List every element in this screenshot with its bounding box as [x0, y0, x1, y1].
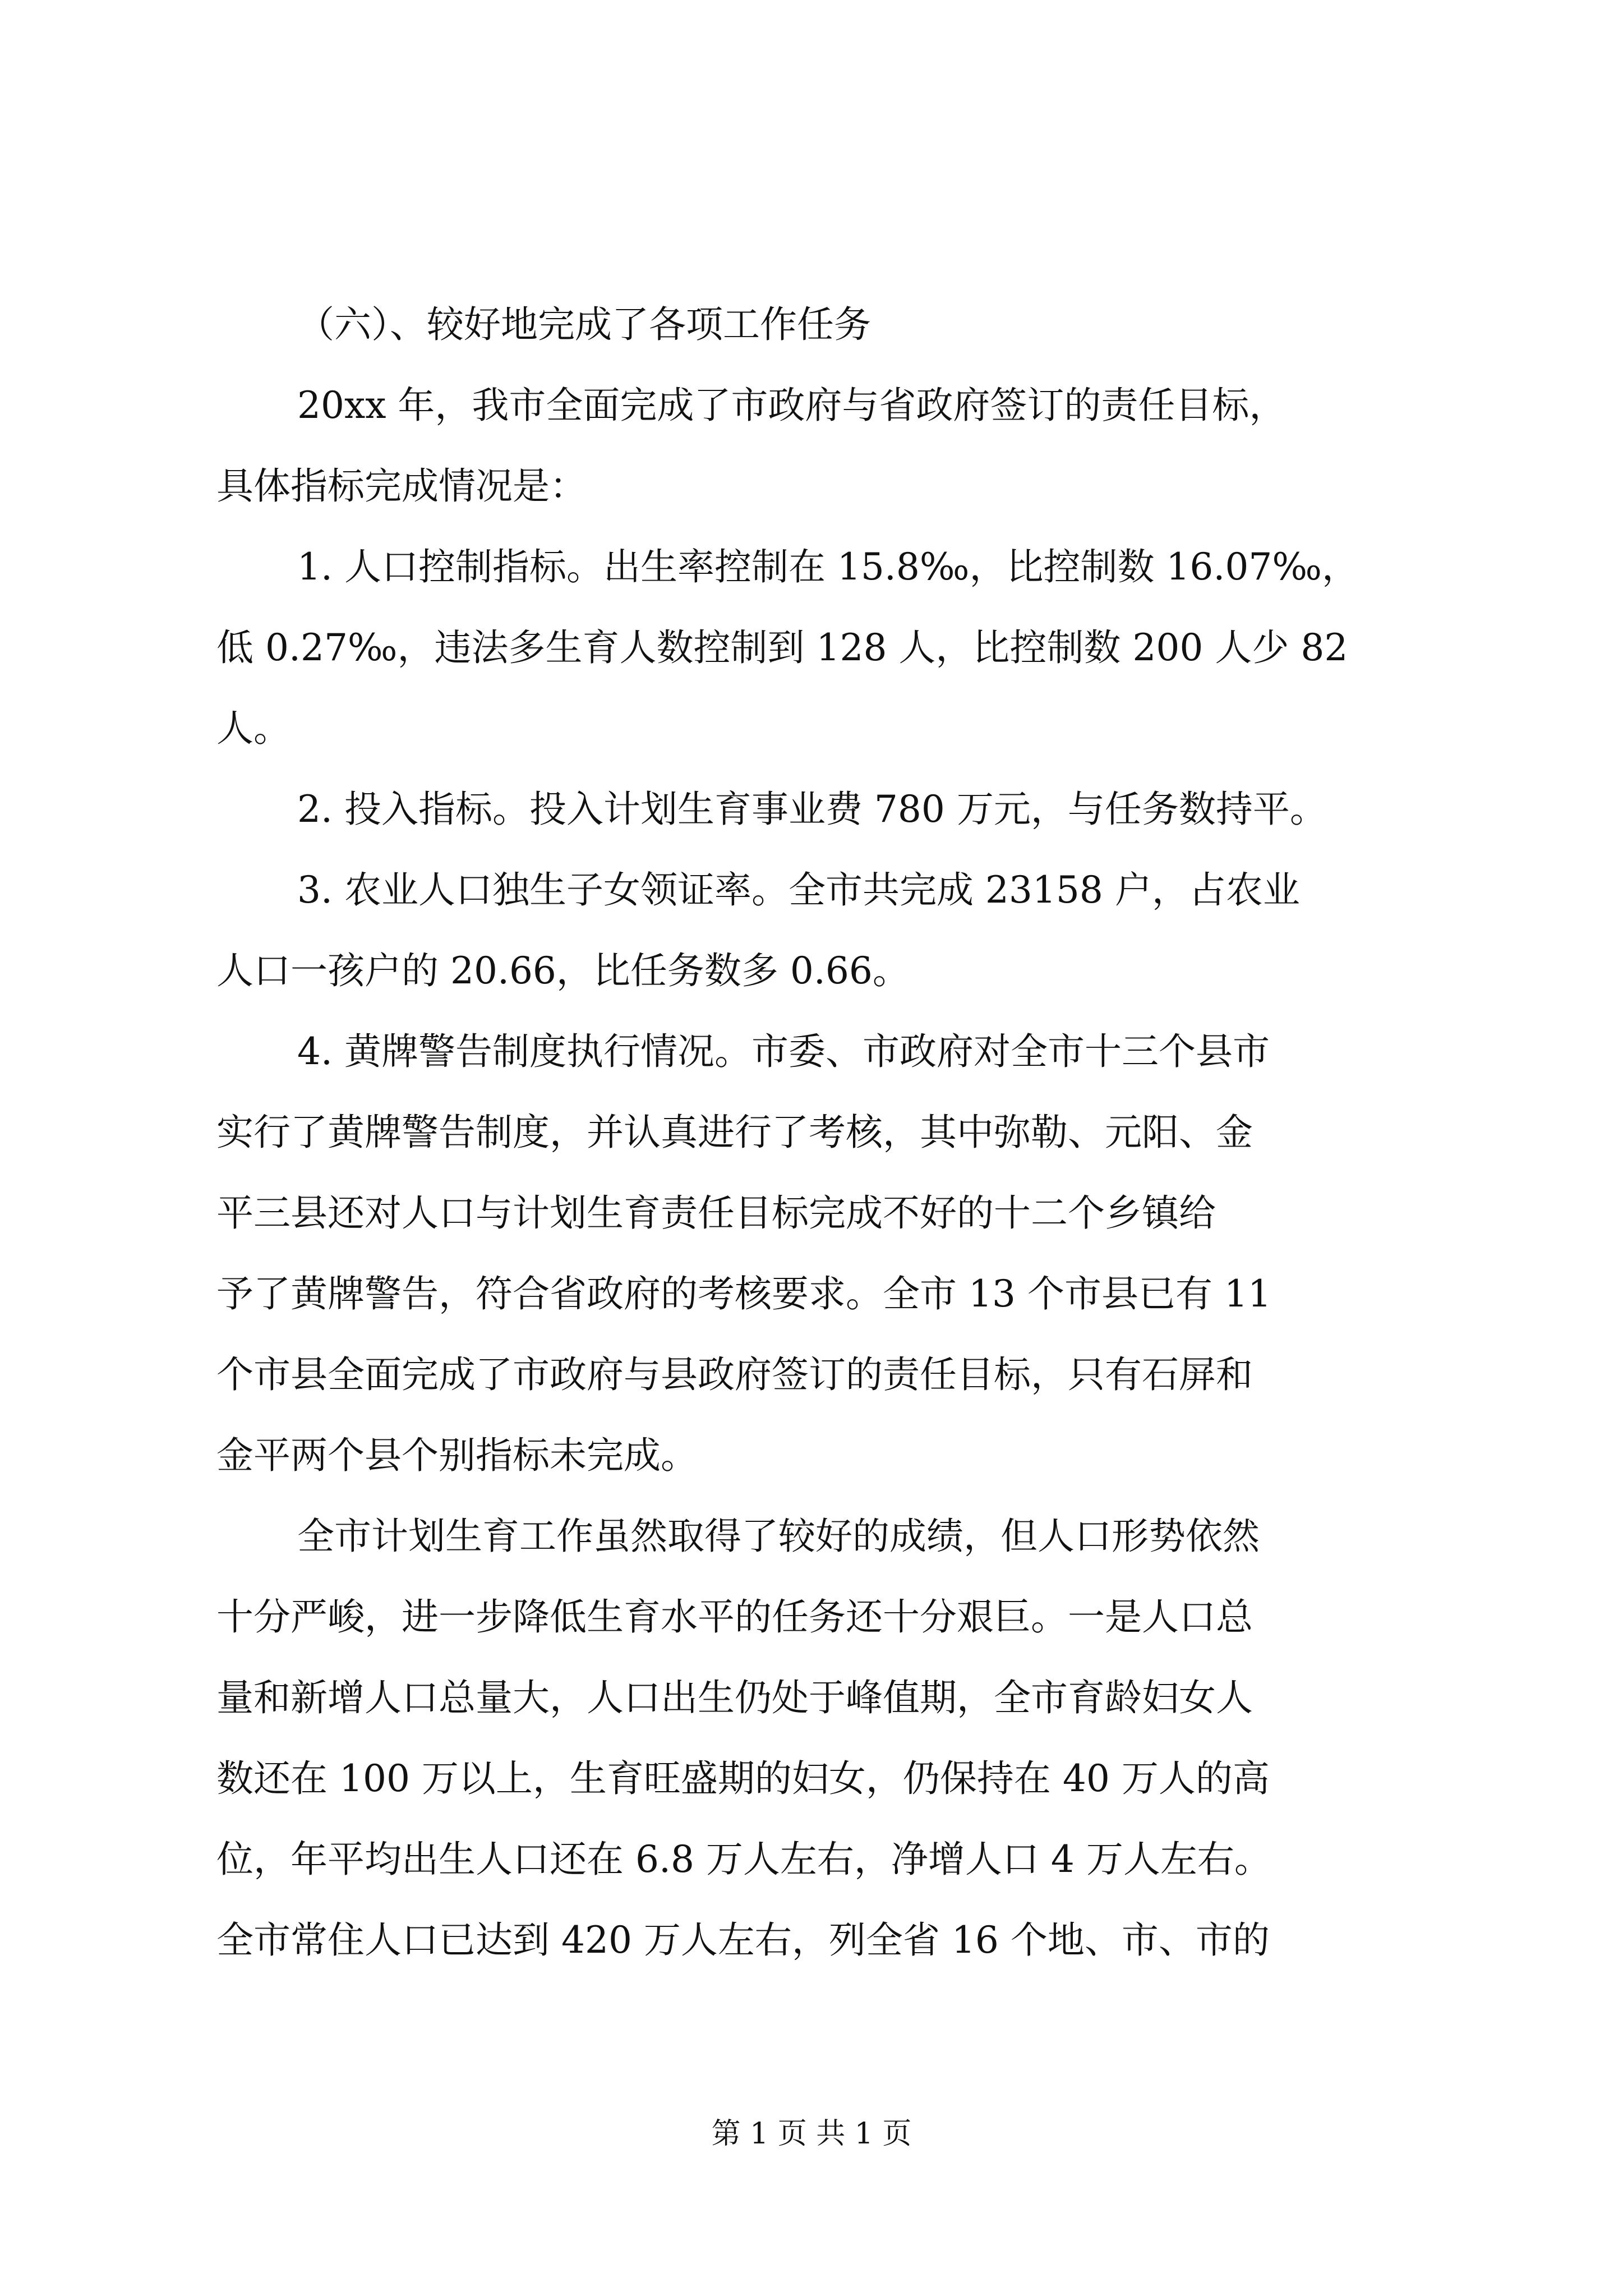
- paragraph-line: 全市计划生育工作虽然取得了较好的成绩，但人口形势依然: [297, 1515, 1260, 1558]
- paragraph-line: 金平两个县个别指标未完成。: [216, 1434, 698, 1477]
- paragraph-line: 4. 黄牌警告制度执行情况。市委、市政府对全市十三个县市: [297, 1030, 1270, 1073]
- paragraph-line: 人。: [216, 707, 291, 750]
- paragraph-line: 具体指标完成情况是：: [216, 464, 587, 508]
- document-body: [216, 303, 1450, 2003]
- section-heading: （六）、较好地完成了各项工作任务: [297, 303, 871, 346]
- paragraph-line: 20xx 年，我市全面完成了市政府与省政府签订的责任目标，: [297, 384, 1287, 427]
- paragraph-line: 实行了黄牌警告制度，并认真进行了考核，其中弥勒、元阳、金: [216, 1111, 1253, 1154]
- paragraph-line: 平三县还对人口与计划生育责任目标完成不好的十二个乡镇给: [216, 1191, 1216, 1235]
- paragraph-line: 1. 人口控制指标。出生率控制在 15.8‰，比控制数 16.07‰，: [297, 545, 1359, 588]
- paragraph-line: 2. 投入指标。投入计划生育事业费 780 万元，与任务数持平。: [297, 788, 1327, 831]
- paragraph-line: 个市县全面完成了市政府与县政府签订的责任目标，只有石屏和: [216, 1353, 1253, 1396]
- paragraph-line: 3. 农业人口独生子女领证率。全市共完成 23158 户，占农业: [297, 868, 1300, 912]
- paragraph-line: 予了黄牌警告，符合省政府的考核要求。全市 13 个市县已有 11: [216, 1272, 1271, 1315]
- paragraph-line: 低 0.27‰，违法多生育人数控制到 128 人，比控制数 200 人少 82: [216, 626, 1348, 669]
- paragraph-line: 数还在 100 万以上，生育旺盛期的妇女，仍保持在 40 万人的高: [216, 1757, 1270, 1800]
- paragraph-line: 量和新增人口总量大，人口出生仍处于峰值期，全市育龄妇女人: [216, 1676, 1253, 1719]
- paragraph-line: 十分严峻，进一步降低生育水平的任务还十分艰巨。一是人口总: [216, 1595, 1253, 1639]
- paragraph-line: 位，年平均出生人口还在 6.8 万人左右，净增人口 4 万人左右。: [216, 1838, 1271, 1881]
- paragraph-line: 全市常住人口已达到 420 万人左右，列全省 16 个地、市、市的: [216, 1918, 1270, 1962]
- paragraph-line: 人口一孩户的 20.66，比任务数多 0.66。: [216, 949, 910, 992]
- page-number-footer: 第 1 页 共 1 页: [711, 2117, 912, 2151]
